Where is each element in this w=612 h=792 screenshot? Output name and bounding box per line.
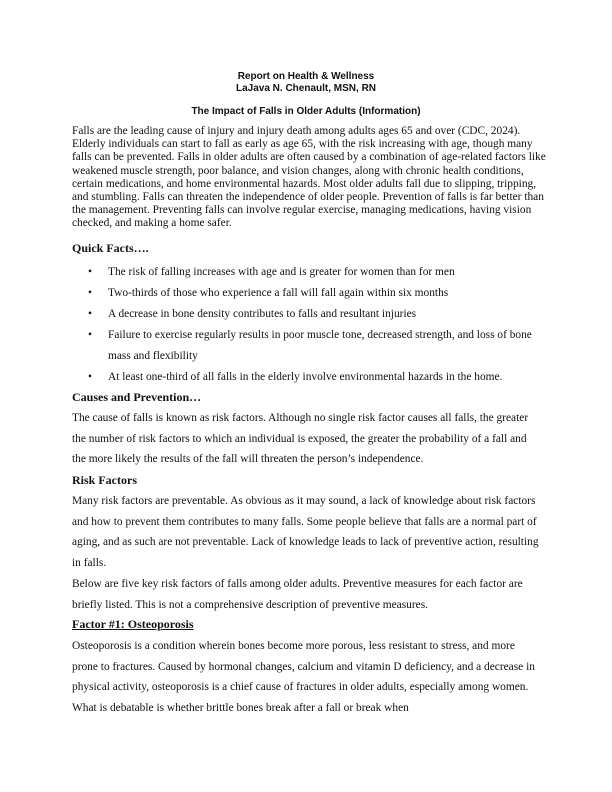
list-item-text: The risk of falling increases with age and is greater for women than for men: [108, 266, 455, 278]
risk-factors-paragraph-1: Many risk factors are preventable. As obvious as it may sound, a lack of knowledge about risk factors and how to prevent them contributes to many falls. Some people believe that falls are a normal part of aging, and as such are not preventable. Lack of knowledge leads to lack of preventive action, resulting in falls.: [72, 495, 539, 569]
author-line: LaJava N. Chenault, MSN, RN: [235, 83, 377, 94]
list-item-text: At least one-third of all falls in the elderly involve environmental hazards in the home.: [108, 371, 503, 383]
document-title: The Impact of Falls in Older Adults (Information): [191, 106, 421, 117]
bullet-icon: •: [88, 287, 92, 299]
list-item: [72, 262, 540, 283]
bullet-icon: •: [88, 308, 92, 320]
list-item: [72, 367, 540, 388]
bullet-icon: •: [88, 266, 92, 278]
list-item-text: A decrease in bone density contributes to falls and resultant injuries: [108, 308, 417, 320]
causes-heading: Causes and Prevention…: [72, 390, 202, 404]
factor-1-paragraph: Osteoporosis is a condition wherein bones become more porous, less resistant to stress, and more prone to fractures. Caused by hormonal changes, calcium and vitamin D deficiency, and a decrease in physical activity, osteoporosis is a chief cause of fractures in older adults, especially among women. What is debatable is whether brittle bones break after a fall or break when: [72, 640, 535, 714]
risk-factors-heading: Risk Factors: [72, 473, 137, 487]
list-item: [72, 304, 540, 325]
bullet-icon: •: [88, 371, 92, 383]
risk-factors-paragraph-2: Below are five key risk factors of falls among older adults. Preventive measures for each factor are briefly listed. This is not a comprehensive description of preventive measures.: [72, 578, 523, 611]
intro-paragraph: Falls are the leading cause of injury and injury death among adults ages 65 and over (CDC, 2024). Elderly individuals can start to fall as early as age 65, with the risk increasing with age, though many falls can be prevented. Falls in older adults are often caused by a combination of age-related factors like weakened muscle strength, poor balance, and vision changes, along with chronic health conditions, certain medications, and home environmental hazards. Most older adults fall due to slipping, tripping, and stumbling. Falls can threaten the independence of older people. Prevention of falls is far better than the management. Preventing falls can involve regular exercise, managing medications, having vision checked, and making a home safer.: [72, 125, 546, 230]
report-series-title: Report on Health & Wellness: [237, 71, 375, 82]
causes-paragraph: The cause of falls is known as risk factors. Although no single risk factor causes all falls, the greater the number of risk factors to which an individual is exposed, the greater the probability of a fall and the more likely the results of the fall will threaten the person’s independence.: [72, 412, 529, 466]
bullet-icon: •: [88, 329, 92, 341]
list-item: [72, 283, 540, 304]
list-item-text: Failure to exercise regularly results in poor muscle tone, decreased strength, and loss of bone mass and flexibility: [108, 329, 532, 362]
quick-facts-heading: Quick Facts….: [72, 241, 149, 255]
factor-1-heading: Factor #1: Osteoporosis: [72, 617, 194, 631]
list-item: [72, 325, 540, 367]
quick-facts-list: [72, 262, 540, 388]
list-item-text: Two-thirds of those who experience a fall will fall again within six months: [108, 287, 449, 299]
